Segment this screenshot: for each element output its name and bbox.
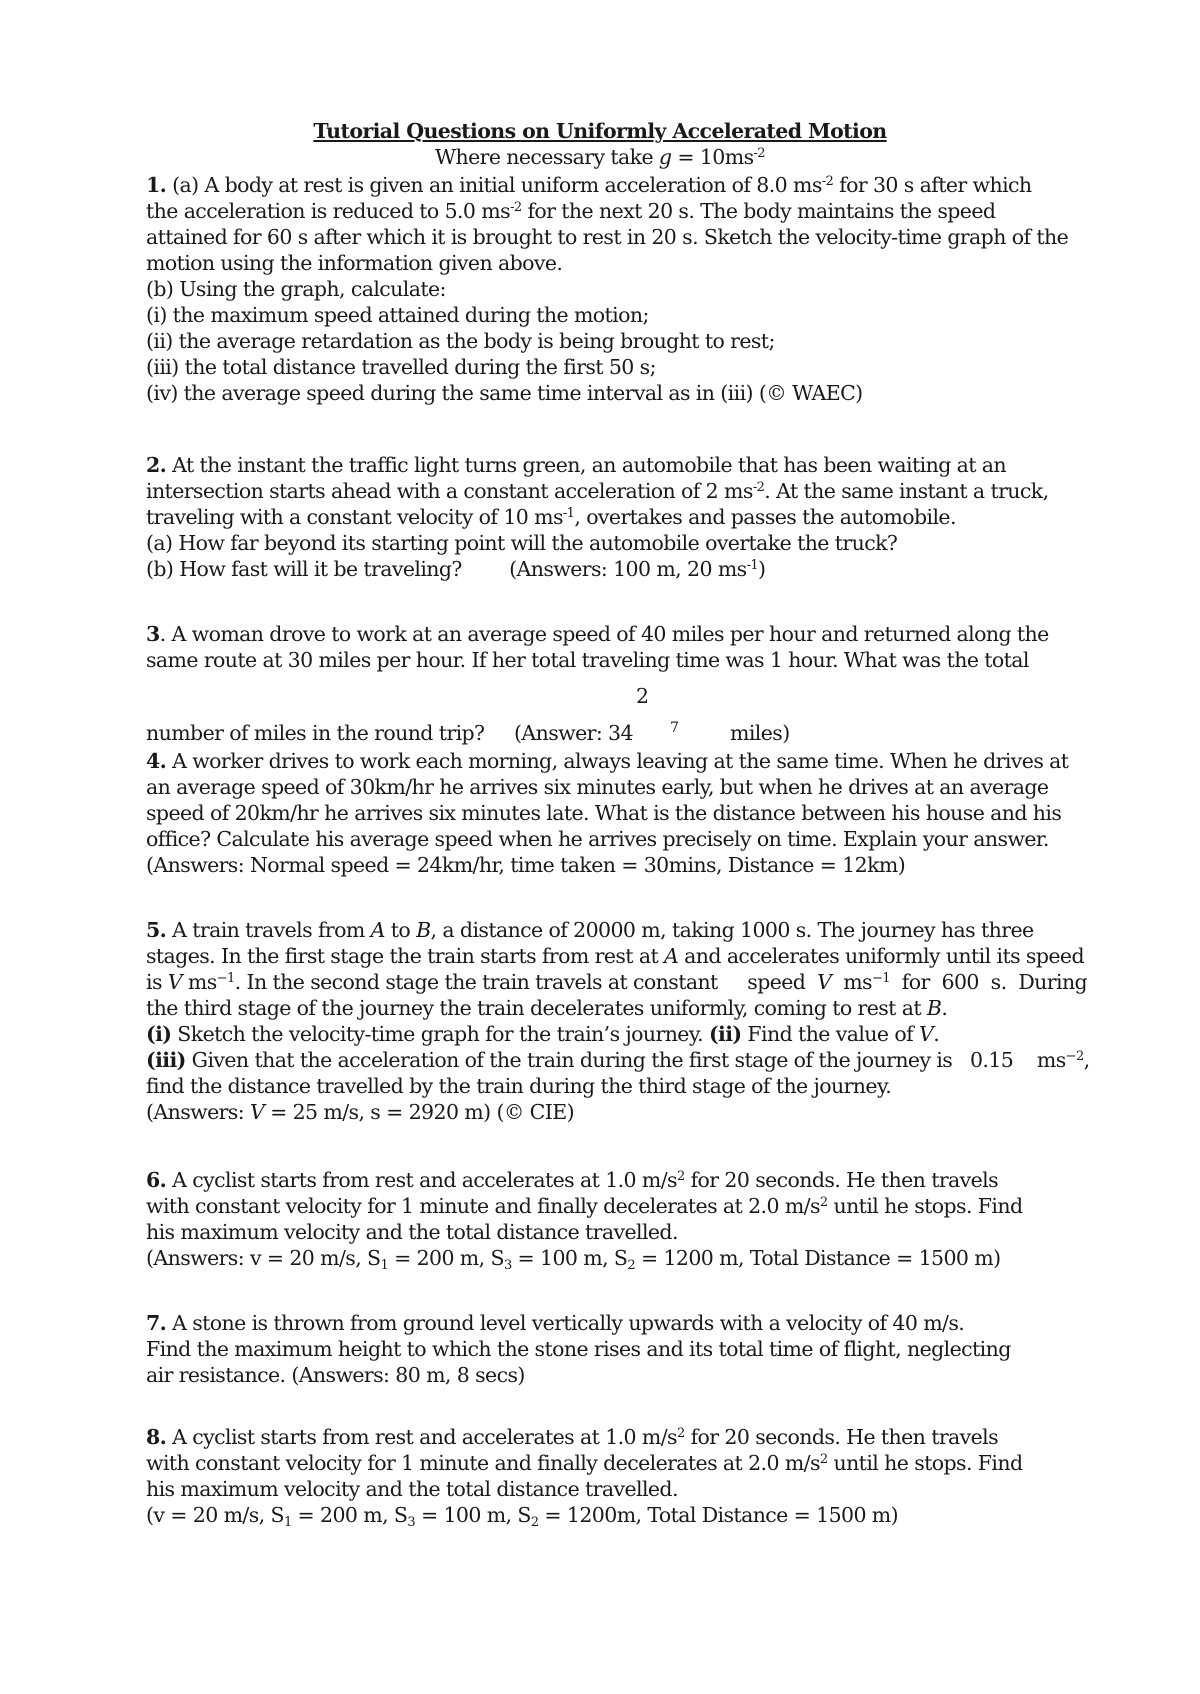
q6-text: = 1200 m, Total Distance = 1500 m) [635,1246,1001,1270]
note-variable: g [658,145,672,169]
q7-line-1 [146,1310,1011,1336]
q5-text: the third stage of the journey the train decelerates uniformly, coming to rest at [146,996,927,1020]
q5-text: to [384,918,417,942]
q5-variable: B [926,996,942,1020]
q1-exponent: -2 [510,200,522,215]
question-4 [146,748,1068,878]
q2-text: . At the same instant a truck, [764,479,1049,503]
q5-text: = 25 m/s, s = 2920 m) (© CIE) [264,1100,575,1124]
q8-text: (v = 20 m/s, S [146,1503,284,1527]
q4-number: 4. [146,749,167,773]
q3-fraction-numerator: 2 [636,684,650,708]
q5-text: (Answers: [146,1100,250,1124]
q7-line-3: air resistance. (Answers: 80 m, 8 secs) [146,1363,525,1387]
q5-variable: A [370,918,385,942]
q8-number: 8. [146,1425,167,1449]
q2-text: intersection starts ahead with a constant acceleration of 2 ms [146,479,753,503]
q8-line-1 [146,1424,1023,1450]
q1-number: 1. [146,173,167,197]
q6-text: with constant velocity for 1 minute and finally decelerates at 2.0 m/s [146,1194,820,1218]
q1-text: for 30 s after which [833,173,1032,197]
q1-line-6: (i) the maximum speed attained during the motion; [146,303,649,327]
q5-text: A train travels from [166,918,371,942]
q2-line-4: (a) How far beyond its starting point will the automobile overtake the truck? [146,531,898,555]
q6-text: = 100 m, S [511,1246,628,1270]
q6-text: for 20 seconds. He then travels [684,1168,999,1192]
q2-line-3 [146,504,1049,530]
q5-line-4 [146,995,1090,1021]
q3-text: . A woman drove to work at an average speed of 40 miles per hour and returned along the [159,622,1049,646]
q5-line-5 [146,1021,1090,1047]
q1-line-3: attained for 60 s after which it is brought to rest in 20 s. Sketch the velocity-time graph of the [146,225,1069,249]
q5-text: and accelerates uniformly until its speed [678,944,1084,968]
q5-line-3 [146,969,1090,995]
q1-line-4: motion using the information given above. [146,251,563,275]
q8-text: A cyclist starts from rest and accelerates at 1.0 m/s [166,1425,677,1449]
q2-text: , overtakes and passes the automobile. [574,505,956,529]
q5-text: Given that the acceleration of the train during the first stage of the journey is 0.15 ms [185,1048,1066,1072]
q3-line-3 [146,720,633,746]
q5-text: Find the value of [741,1022,920,1046]
q3-line-1 [146,621,1049,647]
q6-number: 6. [146,1168,167,1192]
q4-line-4: office? Calculate his average speed when he arrives precisely on time. Explain your answer. [146,827,1049,851]
q5-variable: V [817,970,832,994]
question-5 [146,917,1090,1125]
q8-text: = 1200m, Total Distance = 1500 m) [538,1503,899,1527]
q6-text: until he stops. Find [827,1194,1023,1218]
q2-line-2 [146,478,1049,504]
q1-text: for the next 20 s. The body maintains the speed [521,199,996,223]
q2-line-5 [146,556,1049,582]
q5-variable: V [919,1022,934,1046]
question-1 [146,172,1068,406]
q5-exponent: −2 [1065,1049,1084,1064]
q2-number: 2. [146,453,167,477]
q3-number: 3 [146,622,160,646]
q8-exponent: 2 [819,1452,828,1467]
q5-exponent: −1 [216,971,235,986]
q1-text: (a) A body at rest is given an initial uniform acceleration of 8.0 ms [166,173,822,197]
q5-variable: V [249,1100,265,1124]
q8-subscript: 1 [283,1515,292,1530]
q8-text: with constant velocity for 1 minute and finally decelerates at 2.0 m/s [146,1451,820,1475]
q2-text: traveling with a constant velocity of 10 ms [146,505,563,529]
q1-exponent: -2 [821,174,834,189]
q6-exponent: 2 [819,1195,828,1210]
q1-line-1 [146,172,1068,198]
q2-line-1 [146,452,1049,478]
q2-exponent: -1 [562,506,575,521]
q8-text: until he stops. Find [827,1451,1023,1475]
q7-number: 7. [146,1311,167,1335]
q2-exponent: -2 [752,480,765,495]
q5-text: , a distance of 20000 m, taking 1000 s. The journey has three [430,918,1034,942]
q3-fraction-denominator: 7 [670,720,679,736]
q5-line-2 [146,943,1090,969]
q1-line-8: (iii) the total distance travelled during the first 50 s; [146,355,656,379]
q8-line-2 [146,1450,1023,1476]
q5-text: stages. In the first stage the train starts from rest at [146,944,665,968]
q5-line-7: find the distance travelled by the train during the third stage of the journey. [146,1074,892,1098]
q3-text: number of miles in the round trip? (Answer: 34 [146,721,633,745]
note-exponent: -2 [753,146,765,161]
note-value: = 10ms [671,145,754,169]
q6-line-2 [146,1193,1023,1219]
q2-text: (b) How fast will it be traveling? (Answers: 100 m, 20 ms [146,557,747,581]
q2-text: At the instant the traffic light turns green, an automobile that has been waiting at an [166,453,1007,477]
q1-line-7: (ii) the average retardation as the body is being brought to rest; [146,329,775,353]
question-3 [146,621,1049,673]
q8-line-4 [146,1502,1023,1528]
q5-text: , [1083,1048,1090,1072]
q5-text: is [146,970,168,994]
q4-line-1 [146,748,1068,774]
q6-subscript: 2 [627,1258,636,1273]
q5-text: Sketch the velocity-time graph for the train’s journey. [171,1022,709,1046]
q1-line-2 [146,198,1068,224]
q6-line-1 [146,1167,1023,1193]
q5-text: . [933,1022,940,1046]
q7-text: A stone is thrown from ground level vertically upwards with a velocity of 40 m/s. [166,1311,965,1335]
q4-line-2: an average speed of 30km/hr he arrives six minutes early, but when he drives at an average [146,775,1049,799]
q2-exponent: -1 [746,558,759,573]
note-text: Where necessary take [435,145,659,169]
q6-text: A cyclist starts from rest and accelerates at 1.0 m/s [166,1168,677,1192]
q5-line-6 [146,1047,1090,1073]
gravity-note [0,144,1200,170]
q5-number: 5. [146,918,167,942]
q5-text: . In the second stage the train travels at constant speed [234,970,818,994]
q5-line-1 [146,917,1090,943]
q1-line-9: (iv) the average speed during the same time interval as in (iii) (© WAEC) [146,381,863,405]
q8-line-3: his maximum velocity and the total distance travelled. [146,1477,678,1501]
page-title: Tutorial Questions on Uniformly Accelerated Motion [313,119,887,143]
q6-subscript: 1 [380,1258,389,1273]
q1-text: the acceleration is reduced to 5.0 ms [146,199,511,223]
q5-text: ms [831,970,872,994]
q6-line-4 [146,1245,1023,1271]
q6-exponent: 2 [676,1169,685,1184]
q5-variable: B [416,918,431,942]
question-2 [146,452,1049,582]
question-7 [146,1310,1011,1388]
q8-exponent: 2 [676,1426,685,1441]
q5-part-label: (iii) [146,1048,186,1072]
question-6 [146,1167,1023,1271]
q5-exponent: −1 [871,971,890,986]
q5-text: ms [182,970,217,994]
q8-text: for 20 seconds. He then travels [684,1425,999,1449]
q6-text: = 200 m, S [388,1246,504,1270]
q8-subscript: 2 [530,1515,539,1530]
q3-line-2: same route at 30 miles per hour. If her total traveling time was 1 hour. What was the total [146,648,1029,672]
q8-text: = 100 m, S [415,1503,531,1527]
q5-part-label: (i) [146,1022,172,1046]
q5-variable: V [167,970,183,994]
q8-text: = 200 m, S [291,1503,408,1527]
q3-line-3-end: miles) [730,721,790,745]
q6-line-3: his maximum velocity and the total distance travelled. [146,1220,678,1244]
q7-line-2: Find the maximum height to which the stone rises and its total time of flight, neglecting [146,1337,1011,1361]
q4-line-5: (Answers: Normal speed = 24km/hr, time taken = 30mins, Distance = 12km) [146,853,906,877]
q6-text: (Answers: v = 20 m/s, S [146,1246,381,1270]
q5-variable: A [664,944,679,968]
q4-text: A worker drives to work each morning, always leaving at the same time. When he drives at [166,749,1069,773]
q2-text: ) [758,557,766,581]
q5-text: . [941,996,948,1020]
q6-subscript: 3 [503,1258,512,1273]
question-8 [146,1424,1023,1528]
q8-subscript: 3 [407,1515,416,1530]
q5-text: for 600 s. During [889,970,1088,994]
q4-line-3: speed of 20km/hr he arrives six minutes late. What is the distance between his house and his [146,801,1062,825]
q5-line-8 [146,1099,1090,1125]
q5-part-label: (ii) [708,1022,742,1046]
q1-line-5: (b) Using the graph, calculate: [146,277,446,301]
